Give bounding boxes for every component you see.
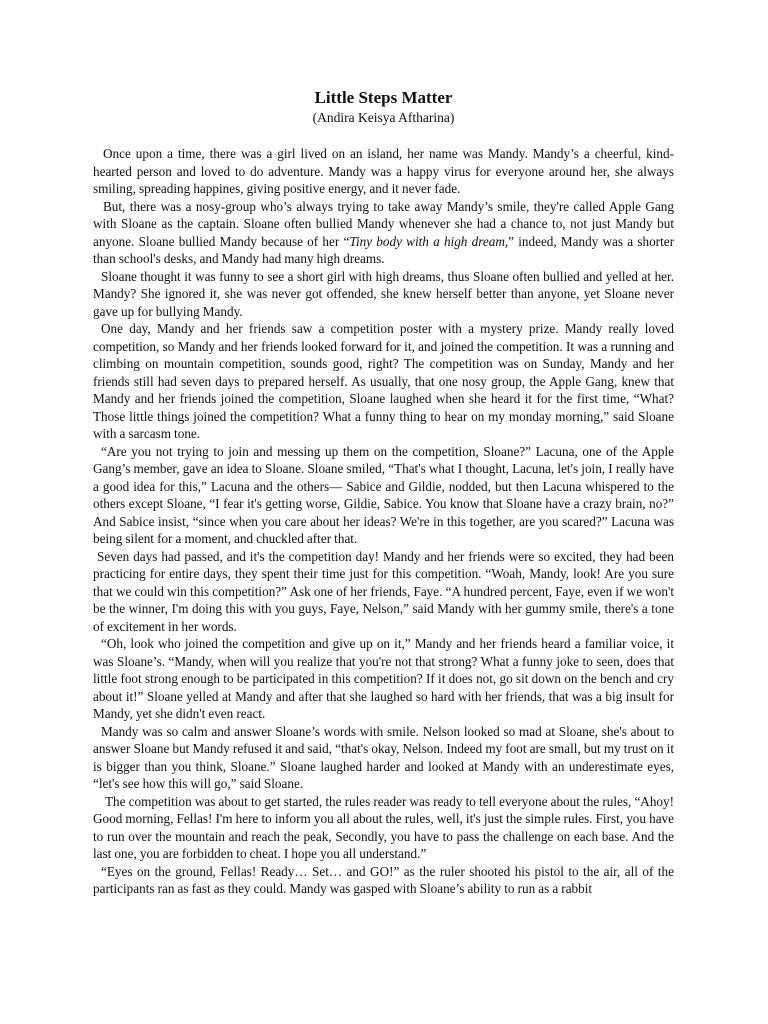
story-body [93,145,674,898]
paragraph: Once upon a time, there was a girl lived on an island, her name was Mandy. Mandy’s a cheerful, kind-hearted person and loved to do adventure. Mandy was a happy virus for everyone around her, she always smiling, spreading happines, giving positive energy, and it never fade. [93,146,674,196]
paragraph: “Oh, look who joined the competition and give up on it,” Mandy and her friends heard a familiar voice, it was Sloane’s. “Mandy, when will you realize that you're not that strong? What a funny joke to seen, does that little foot strong enough to be participated in this competition? If it does not, go sit down on the bench and cry about it!” Sloane yelled at Mandy and after that she laughed so hard with her friends, that was a big insult for Mandy, yet she didn't even react. [93,636,674,721]
paragraph: “Eyes on the ground, Fellas! Ready… Set… and GO!” as the ruler shooted his pistol to the air, all of the participants ran as fast as they could. Mandy was gasped with Sloane’s ability to run as a rabbit [93,863,674,896]
paragraph: The competition was about to get started, the rules reader was ready to tell everyone about the rules, “Ahoy! Good morning, Fellas! I'm here to inform you all about the rules, well, it's just the simple rules. First, you have to run over the mountain and reach the peak, Secondly, you have to pass the challenge on each base. And the last one, you are forbidden to cheat. I hope you all understand.” [93,793,674,861]
paragraph: Seven days had passed, and it's the competition day! Mandy and her friends were so excited, they had been practicing for entire days, they spent their time just for this competition. “Woah, Mandy, look! Are you sure that we could win this competition?” Ask one of her friends, Faye. “A hundred percent, Faye, even if we won't be the winner, I'm doing this with you guys, Faye, Nelson,” said Mandy with her gummy smile, there's a tone of excitement in her words. [93,548,674,634]
paragraph-text: ” indeed, Mandy was a shorter than school's desks, and Mandy had many high dreams. [93,233,674,266]
paragraph: Mandy was so calm and answer Sloane’s words with smile. Nelson looked so mad at Sloane, she's about to answer Sloane but Mandy refused it and said, “that's okay, Nelson. Indeed my foot are small, but my trust on it is bigger than you think, Sloane.” Sloane laughed harder and looked at Mandy with an underestimate eyes, “let's see how this will go,” said Sloane. [93,723,674,791]
story-title: Little Steps Matter [314,88,453,107]
paragraph: “Are you not trying to join and messing up them on the competition, Sloane?” Lacuna, one of the Apple Gang’s member, gave an idea to Sloane. Sloane smiled, “That's what I thought, Lacuna, let's join, I really have a good idea for this,” Lacuna and the others— Sabice and Gildie, nodded, but then Lacuna whispered to the others except Sloane, “I fear it's getting worse, Gildie, Sabice. You know that Sloane have a crazy brain, no?” And Sabice insist, “since when you care about her ideas? We're in this together, are you scared?” Lacuna was being silent for a moment, and chuckled after that. [93,443,674,546]
paragraph-text: But, there was a nosy-group who’s always trying to take away Mandy’s smile, they're called Apple Gang with Sloane as the captain. Sloane often bullied Mandy whenever she had a chance to, not just Mandy but anyone. Sloane bullied Mandy because of her “ [93,198,674,249]
paragraph: One day, Mandy and her friends saw a competition poster with a mystery prize. Mandy really loved competition, so Mandy and her friends looked forward for it, and joined the competition. It was a running and climbing on mountain competition, sounds good, right? The competition was on Sunday, Mandy and her friends still had seven days to prepared herself. As usually, that one nosy group, the Apple Gang, knew that Mandy and her friends joined the competition, Sloane laughed when she heard it for the first time, “What? Those little things joined the competition? What a funny thing to hear on my monday morning,” said Sloane with a sarcasm tone. [93,321,674,441]
paragraph: Sloane thought it was funny to see a short girl with high dreams, thus Sloane often bullied and yelled at her. Mandy? She ignored it, she was never got offended, she knew herself better than anyone, yet Sloane never gave up for bullying Mandy. [93,268,674,319]
story-author: (Andira Keisya Aftharina) [312,110,455,125]
emphasis-text: Tiny body with a high dream, [349,233,509,249]
paragraph [93,198,674,268]
